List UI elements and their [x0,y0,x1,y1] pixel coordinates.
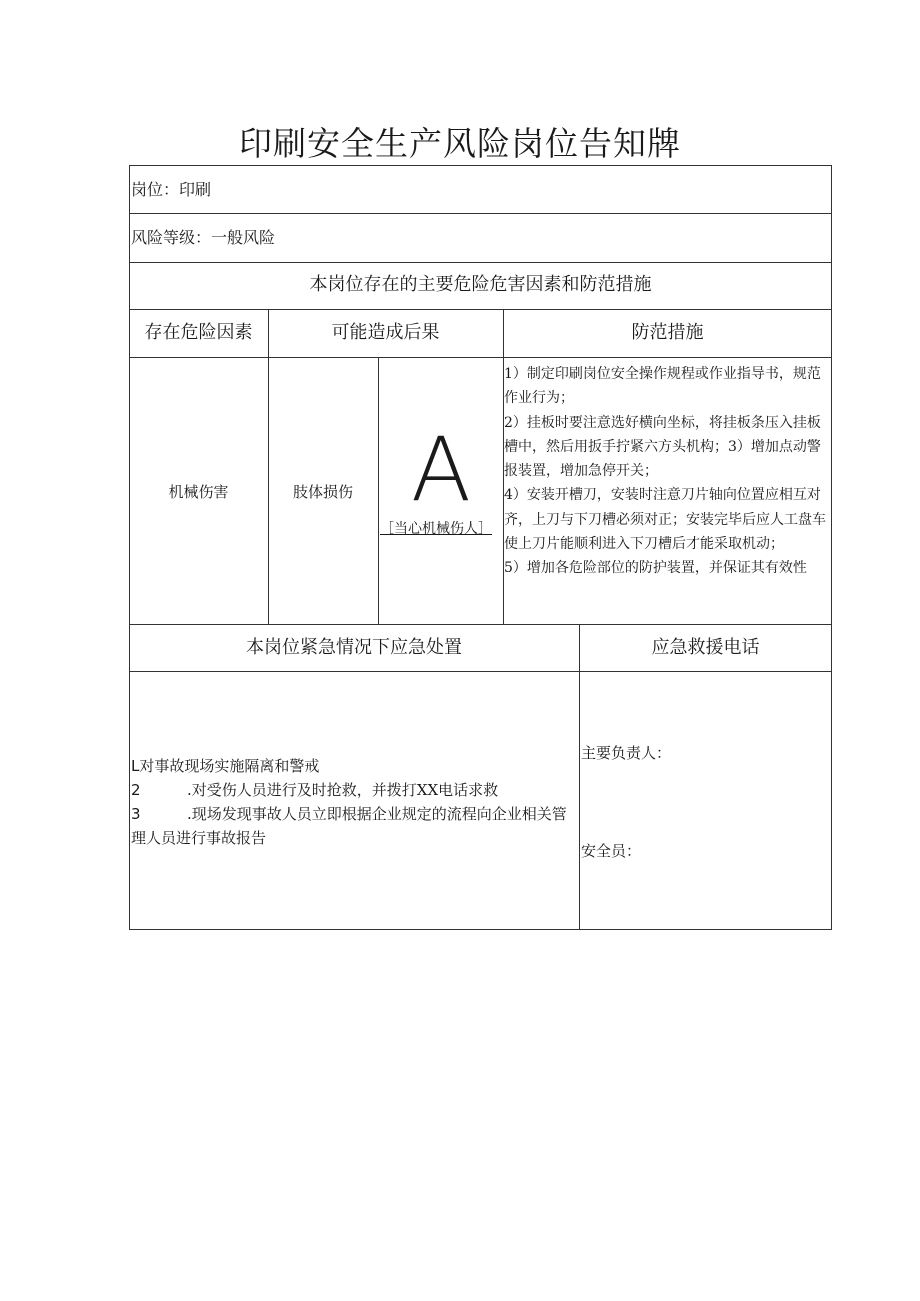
step-number: 3 [131,805,141,823]
list-item [131,778,579,802]
table-row-divider [129,213,832,214]
table-border-bottom [129,929,832,930]
column-header-hazard-factor: 存在危险因素 [144,322,253,343]
warning-sign-icon: A [410,418,472,521]
table-row-divider [129,309,832,310]
measure-item: 4）安装开槽刀，安装时注意刀片轴向位置应相互对齐，上刀与下刀槽必须对正；安装完毕后应人工盘车使上刀片能顺利进入下刀槽后才能采取机动； [504,487,826,553]
list-item [131,754,579,778]
table-row-divider [129,357,832,358]
safety-officer-field: 安全员： [581,842,642,860]
step-text: .现场发现事故人员立即根据企业规定的流程向企业相关管理人员进行事故报告 [131,805,567,847]
table-border-top [129,165,832,166]
table-row-divider [129,671,832,672]
step-text: 对事故现场实施隔离和警戒 [139,757,320,775]
hazards-section-heading: 本岗位存在的主要危险危害因素和防范措施 [309,274,652,295]
measure-item: 1）制定印刷岗位安全操作规程或作业指导书，规范作业行为； [504,366,821,407]
column-divider [579,624,580,930]
risk-level-field: 风险等级：一般风险 [131,228,276,247]
step-number: L [131,757,140,775]
column-divider [268,309,269,625]
list-item [131,802,579,850]
emergency-steps-list [131,754,579,850]
prevention-measures-list [504,362,832,581]
table-row-divider [129,624,832,625]
column-header-consequence: 可能造成后果 [331,322,440,343]
emergency-heading: 本岗位紧急情况下应急处置 [246,637,462,658]
step-text: .对受伤人员进行及时抢救，并拨打XX电话求救 [187,781,499,799]
column-header-measures: 防范措施 [631,322,704,343]
post-field: 岗位：印刷 [131,180,212,199]
hazard-factor-cell: 机械伤害 [168,483,229,501]
measure-item: 5）增加各危险部位的防护装置，并保证其有效性 [504,560,807,577]
measure-item: 2）挂板时要注意选好横向坐标，将挂板条压入挂板槽中，然后用扳手拧紧六方头机构；3）增加点动警报装置，增加急停开关； [504,414,821,480]
warning-sign-label: ［当心机械伤人］ [380,521,492,537]
table-row-divider [129,262,832,263]
rescue-phone-heading: 应急救援电话 [651,637,760,658]
page-title: 印刷安全生产风险岗位告知牌 [239,124,681,163]
consequence-cell: 肢体损伤 [292,483,353,501]
main-responsible-field: 主要负责人： [581,744,672,762]
step-number: 2 [131,781,141,799]
